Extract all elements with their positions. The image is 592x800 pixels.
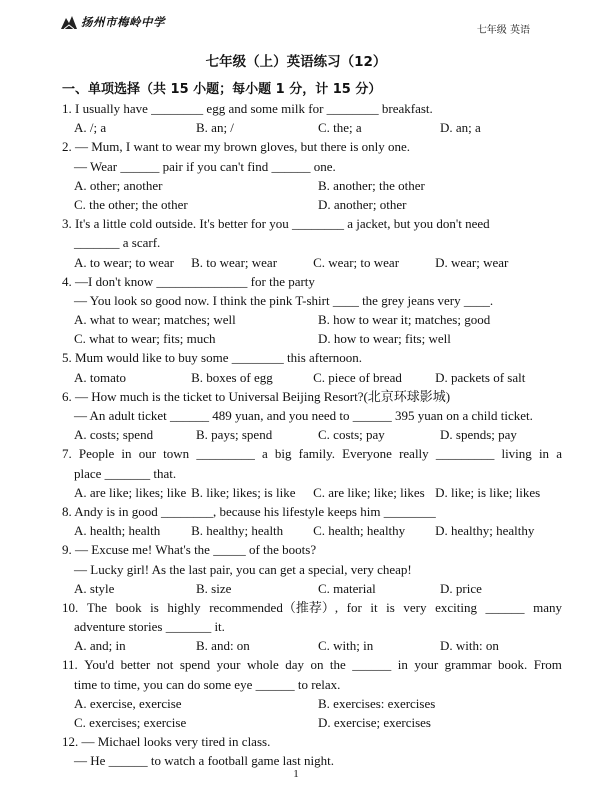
option-a: A. exercise, exercise [74, 695, 182, 711]
option-b: B. boxes of egg [191, 369, 273, 385]
stem-word: in [397, 657, 408, 673]
stem-word: highly [167, 599, 201, 615]
option-b: B. exercises: exercises [318, 695, 436, 711]
stem-word: for [346, 599, 362, 615]
option-a: A. tomato [74, 369, 126, 385]
option-a: A. other; another [74, 177, 163, 193]
option-c: C. wear; to wear [313, 254, 400, 270]
option-b: B. healthy; health [191, 523, 284, 539]
stem-word: ______ [485, 599, 525, 615]
stem-word: _________ [435, 446, 495, 462]
stem-word: is [386, 599, 395, 615]
option-c: C. are like; like; likes [313, 484, 425, 500]
school-logo [60, 14, 165, 30]
stem-word: on [310, 657, 324, 673]
stem-word: better [120, 657, 151, 673]
stem-word: living [501, 446, 532, 462]
option-b: B. how to wear it; matches; good [318, 312, 491, 328]
question-stem: 12. — Michael looks very tired in class. [62, 734, 271, 750]
question-options [62, 310, 562, 329]
question-options [62, 368, 562, 387]
stem-word: The [86, 599, 108, 615]
option-c: C. exercises; exercise [74, 715, 187, 730]
option-a: A. are like; likes; like [74, 484, 187, 500]
grade-subject-label: 七年级 英语 [476, 25, 530, 36]
question-stem: 3. It's a little cold outside. It's better for you ________ a jacket, but you don't need [62, 216, 490, 232]
stem-word: a [556, 446, 562, 462]
option-c: C. what to wear; fits; much [74, 331, 216, 347]
stem-word: You'd [84, 657, 115, 673]
stem-word: 7. [62, 446, 72, 462]
stem-word: in [538, 446, 550, 462]
option-a: A. what to wear; matches; well [74, 312, 236, 328]
question-stem [62, 655, 562, 674]
stem-word: really [399, 446, 429, 462]
option-d: D. like; is like; likes [435, 484, 541, 500]
stem-word: a [261, 446, 268, 462]
school-name: 扬州市梅岭中学 [81, 15, 165, 29]
option-d: D. spends; pay [440, 427, 517, 443]
option-d: D. price [440, 580, 482, 596]
stem-word: town [163, 446, 190, 462]
option-c: C. costs; pay [318, 427, 385, 443]
option-d: D. wear; wear [435, 254, 509, 270]
option-b: B. size [196, 580, 232, 596]
option-d: D. an; a [440, 120, 481, 136]
question-stem [62, 598, 562, 617]
question-stem: _______ a scarf. [74, 235, 161, 251]
section-heading: 一、单项选择（共 15 小题；每小题 1 分，计 15 分） [62, 82, 382, 97]
stem-word: exciting [435, 599, 477, 615]
option-c: C. with; in [318, 638, 374, 654]
stem-word: Everyone [342, 446, 392, 462]
option-a: A. to wear; to wear [74, 254, 174, 270]
stem-word: day [285, 657, 304, 673]
question-stem: 9. — Excuse me! What's the _____ of the boots? [62, 542, 317, 558]
option-b: B. to wear; wear [191, 254, 278, 270]
question-stem: 1. I usually have ________ egg and some milk for ________ breakfast. [62, 101, 433, 116]
question-stem: — An adult ticket ______ 489 yuan, and you need to ______ 395 yuan on a child ticket. [74, 408, 533, 423]
option-d: D. another; other [318, 196, 407, 212]
option-b: B. another; the other [318, 177, 425, 193]
stem-word: very [403, 599, 427, 615]
stem-word: From [533, 657, 562, 673]
stem-word: in [121, 446, 132, 462]
stem-word: People [78, 446, 115, 462]
stem-word: big [274, 446, 292, 462]
option-a: A. and; in [74, 638, 126, 654]
stem-word: 11. [62, 657, 78, 673]
question-stem: 8. Andy is in good ________, because his lifestyle keeps him ________ [62, 503, 436, 519]
option-c: C. piece of bread [313, 369, 402, 385]
question-stem: 5. Mum would like to buy some ________ this afternoon. [62, 350, 363, 366]
option-d: D. with: on [440, 638, 499, 654]
option-d: D. healthy; healthy [435, 523, 535, 539]
stem-word: your [216, 657, 241, 673]
stem-word: recommended（推荐）, [209, 599, 339, 615]
question-options [62, 118, 562, 137]
question-options [62, 329, 562, 348]
stem-word: many [533, 599, 562, 615]
question-stem: 6. — How much is the ticket to Universal Beijing Resort?(北京环球影城) [62, 388, 451, 404]
option-d: D. how to wear; fits; well [318, 331, 451, 347]
question-stem: — He ______ to watch a football game last night. [74, 753, 334, 769]
option-a: A. health; health [74, 523, 161, 539]
option-c: C. health; healthy [313, 523, 406, 539]
question-stem: — Lucky girl! As the last pair, you can get a special, very cheap! [74, 561, 412, 577]
question-options [62, 253, 562, 272]
question-options [62, 713, 562, 732]
question-options [62, 636, 562, 655]
stem-word: is [150, 599, 159, 615]
stem-word: not [156, 657, 174, 673]
question-stem: place _______ that. [74, 465, 177, 481]
stem-word: book [115, 599, 142, 615]
question-options [62, 694, 562, 713]
question-options [62, 483, 562, 502]
school-emblem-icon [60, 14, 78, 30]
stem-word: it [370, 599, 378, 615]
option-d: D. exercise; exercises [318, 715, 431, 730]
question-stem: — Wear ______ pair if you can't find ______ one. [74, 158, 336, 174]
question-stem: — You look so good now. I think the pink T-shirt ____ the grey jeans very ____. [74, 292, 494, 308]
question-list [62, 99, 562, 771]
option-c: C. material [318, 580, 376, 596]
question-options [62, 195, 562, 214]
question-stem [62, 444, 562, 463]
option-d: D. packets of salt [435, 369, 526, 385]
question-stem: 4. —I don't know ______________ for the party [62, 273, 315, 289]
option-b: B. and: on [196, 638, 250, 654]
stem-word: 10. [62, 599, 79, 615]
option-c: C. the other; the other [74, 196, 188, 212]
question-stem: time to time, you can do some eye ______ to relax. [74, 676, 341, 692]
stem-word: your [414, 657, 439, 673]
stem-word: _________ [196, 446, 255, 462]
stem-word: ______ [352, 657, 392, 673]
option-a: A. style [74, 580, 115, 596]
option-b: B. pays; spend [196, 427, 273, 443]
stem-word: the [329, 657, 346, 673]
question-options [62, 579, 562, 598]
question-options [62, 521, 562, 540]
stem-word: our [138, 446, 157, 462]
page-title: 七年级（上）英语练习（12） [205, 54, 387, 70]
stem-word: book. [498, 657, 528, 673]
question-stem: adventure stories _______ it. [74, 619, 225, 635]
stem-word: grammar [444, 657, 492, 673]
option-a: A. /; a [74, 120, 107, 136]
stem-word: whole [246, 657, 279, 673]
option-a: A. costs; spend [74, 427, 154, 443]
question-options [62, 176, 562, 195]
question-options [62, 425, 562, 444]
question-stem: 2. — Mum, I want to wear my brown gloves, but there is only one. [62, 139, 411, 155]
option-b: B. an; / [196, 120, 234, 136]
option-c: C. the; a [318, 120, 362, 136]
page-number: 1 [293, 768, 299, 780]
stem-word: spend [179, 657, 211, 673]
option-b: B. like; likes; is like [191, 484, 296, 500]
stem-word: family. [298, 446, 335, 462]
page-header [0, 0, 592, 46]
